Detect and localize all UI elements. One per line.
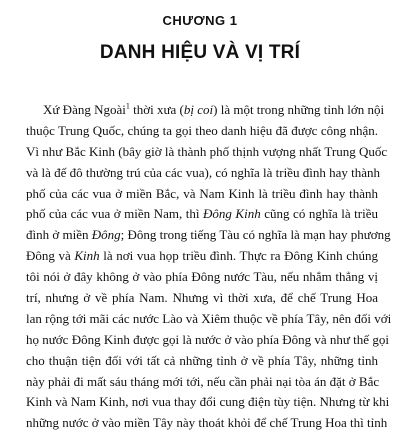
- text-line: họ nước Đông Kinh được gọi là nước ở vào phía Đông và như thế gọi: [26, 331, 389, 347]
- text-line: Xứ Đàng Ngoài$^1$ thời xưa (bị coi) là một trong những tỉnh lớn nội: [43, 101, 385, 117]
- text-line: Kinh và Nam Kinh, nơi vua thay đổi cung điện tùy tiện. Nhưng từ khi: [26, 394, 390, 410]
- text-line: cho thuận tiện đối với tất cả những tỉnh ở về phía Tây, những tỉnh: [26, 352, 378, 368]
- text-line: những nước ở vào miền Tây này thoát khỏi để chế Trung Hoa thì tỉnh: [26, 415, 388, 431]
- body-paragraph: [26, 100, 392, 434]
- text-line: thuộc Trung Quốc, chúng ta gọi theo danh hiệu đã được công nhận.: [26, 122, 378, 138]
- text-line: phố của các vua ở miền Nam, thì Đông Kinh cũng có nghĩa là triều: [26, 206, 379, 222]
- text-line: lan rộng tới mãi các nước Lào và Xiêm thuộc về phía Tây, nên đối với: [26, 310, 392, 326]
- text-line: đình ở miền Đông; Đông trong tiếng Tàu có nghĩa là mạn hay phương: [26, 227, 391, 243]
- chapter-label: CHƯƠNG 1: [162, 13, 238, 28]
- chapter-title: DANH HIỆU VÀ VỊ TRÍ: [99, 42, 301, 63]
- text-line: này phải đi mất sáu tháng mới tới, nếu cần phải nại tòa án đặt ở Bắc: [26, 373, 380, 389]
- text-line: trí, nhưng ở về phía Nam. Nhưng vì thời xưa, để chế Trung Hoa: [26, 290, 378, 306]
- text-line: Vì như Bắc Kinh (bây giờ là thành phố thịnh vượng nhất Trung Quốc: [26, 143, 388, 159]
- text-line: tôi nói ở đây không ở vào phía Đông nước Tàu, nếu nhắm thẳng vị: [26, 269, 378, 285]
- text-line: và là đế đô thường trú của các vua), có nghĩa là triều đình hay thành: [26, 164, 380, 180]
- text-line: Đông và Kinh là nơi vua họp triều đình. Thực ra Đông Kinh chúng: [26, 248, 378, 264]
- text-line: phố của các vua ở miền Bắc, và Nam Kinh là triều đình hay thành: [26, 185, 378, 201]
